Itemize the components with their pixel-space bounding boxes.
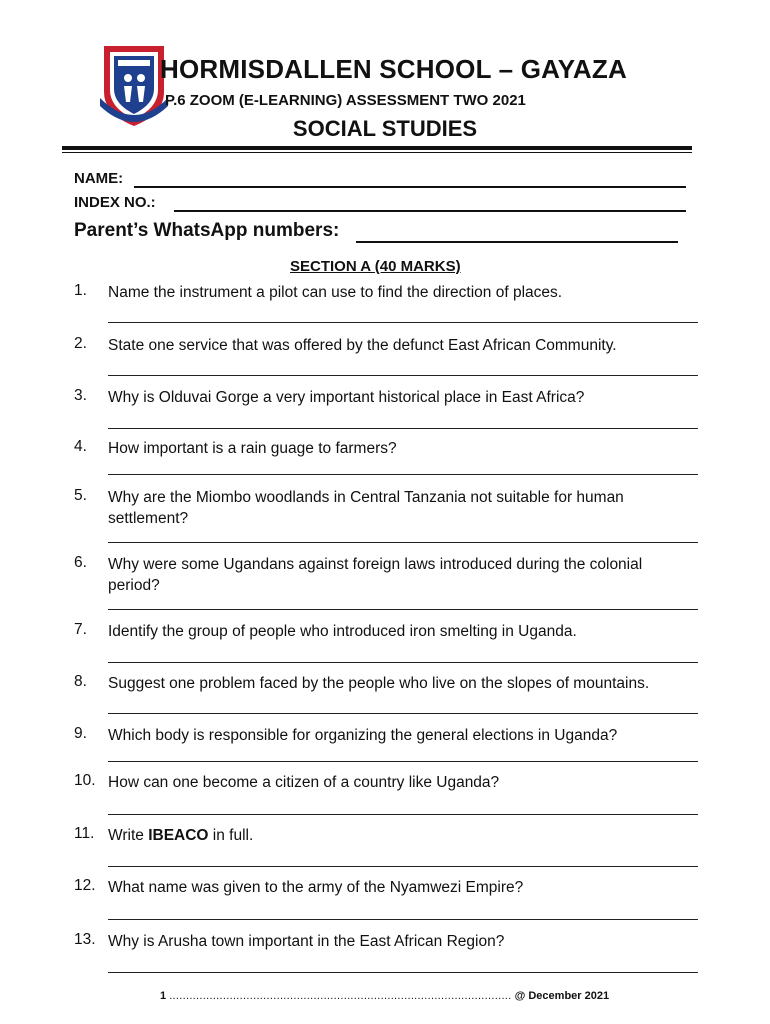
question-number: 7. [74, 621, 87, 638]
question-number: 1. [74, 282, 87, 299]
question-number: 2. [74, 335, 87, 352]
school-name: HORMISDALLEN SCHOOL – GAYAZA [160, 54, 627, 84]
question-number: 10. [74, 772, 96, 789]
index-field[interactable] [74, 194, 156, 211]
answer-line[interactable] [108, 542, 698, 543]
answer-line[interactable] [108, 609, 698, 610]
parent-whatsapp-field[interactable] [74, 220, 339, 242]
question-text: Suggest one problem faced by the people who live on the slopes of mountains. [108, 675, 650, 692]
question-number: 4. [74, 438, 87, 455]
question-text: How can one become a citizen of a country like Uganda? [108, 774, 500, 791]
parent-whatsapp-label: Parent’s WhatsApp numbers: [74, 220, 340, 241]
answer-line[interactable] [108, 322, 698, 323]
name-label: NAME: [74, 170, 124, 187]
answer-line[interactable] [108, 375, 698, 376]
question-text: Identify the group of people who introduced iron smelting in Uganda. [108, 623, 577, 640]
ibeaco-acronym: IBEACO [148, 827, 209, 844]
answer-line[interactable] [108, 761, 698, 762]
question-text: Name the instrument a pilot can use to find the direction of places. [108, 284, 563, 301]
answer-line[interactable] [108, 919, 698, 920]
question-text: Why is Arusha town important in the East African Region? [108, 933, 505, 950]
answer-line[interactable] [108, 866, 698, 867]
question-number: 11. [74, 825, 95, 842]
question-text: How important is a rain guage to farmers? [108, 440, 397, 457]
name-blank-line [134, 186, 686, 188]
question-text: Why is Olduvai Gorge a very important historical place in East Africa? [108, 389, 585, 406]
index-label: INDEX NO.: [74, 194, 156, 211]
question-text: What name was given to the army of the Nyamwezi Empire? [108, 879, 524, 896]
header-divider-thin [62, 152, 692, 153]
question-text-part: Write [108, 827, 149, 844]
question-text: Why are the Miombo woodlands in Central Tanzania not suitable for human settlement? [108, 489, 624, 527]
question-number: 5. [74, 487, 87, 504]
question-text: Which body is responsible for organizing the general elections in Uganda? [108, 727, 618, 744]
section-title: SECTION A (40 MARKS) [290, 258, 461, 275]
answer-line[interactable] [108, 662, 698, 663]
question-number: 13. [74, 931, 96, 948]
question-number: 8. [74, 673, 87, 690]
name-field[interactable] [74, 170, 123, 187]
assessment-title: P.6 ZOOM (E-LEARNING) ASSESSMENT TWO 2021 [165, 92, 526, 109]
answer-line[interactable] [108, 713, 698, 714]
footer-date: @ December 2021 [514, 990, 610, 1002]
question-text-part: in full. [208, 827, 254, 844]
answer-line[interactable] [108, 474, 698, 475]
parent-whatsapp-blank-line [356, 241, 678, 243]
question-number: 3. [74, 387, 87, 404]
question-text: State one service that was offered by the defunct East African Community. [108, 337, 617, 354]
index-blank-line [174, 210, 686, 212]
question-text [108, 825, 688, 846]
question-number: 12. [74, 877, 96, 894]
question-text: Why were some Ugandans against foreign laws introduced during the colonial period? [108, 556, 643, 594]
answer-line[interactable] [108, 814, 698, 815]
subject-title: SOCIAL STUDIES [292, 116, 478, 141]
footer-dots: ...................................................................................................... [169, 990, 512, 1002]
page-number: 1 [160, 990, 167, 1002]
question-number: 9. [74, 725, 87, 742]
answer-line[interactable] [108, 972, 698, 973]
question-number: 6. [74, 554, 87, 571]
answer-line[interactable] [108, 428, 698, 429]
page-footer [160, 990, 609, 1002]
header-divider [62, 146, 692, 150]
